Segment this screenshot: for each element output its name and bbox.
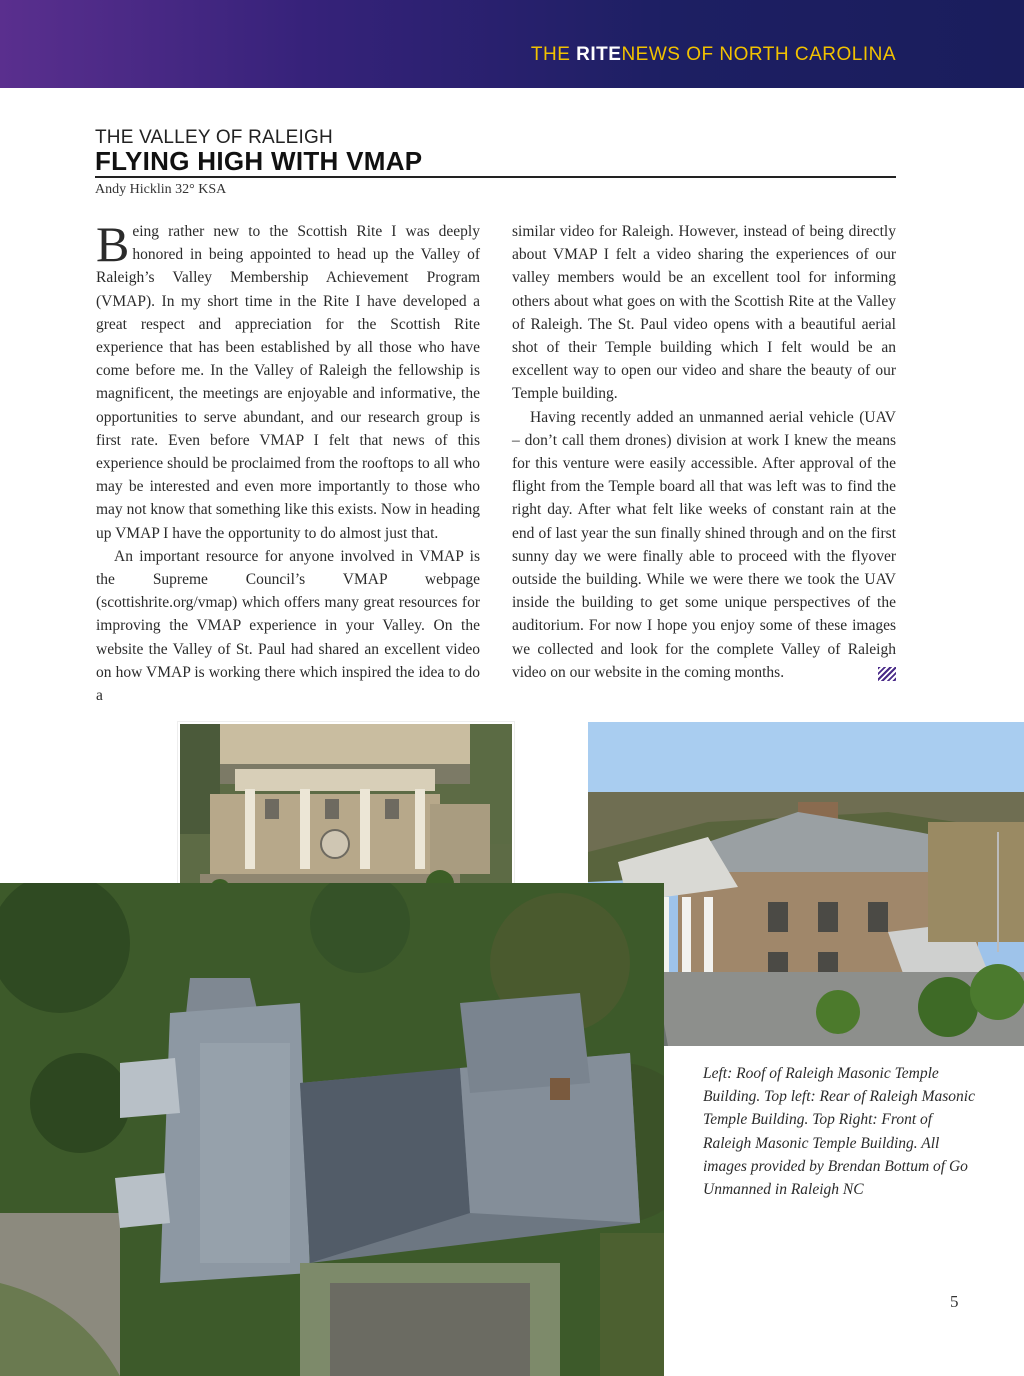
end-mark-icon <box>878 667 896 681</box>
masthead-rite: RITE <box>576 44 622 65</box>
paragraph-1 <box>96 216 480 545</box>
paragraph-4-text: Having recently added an unmanned aerial vehicle (UAV – don’t call them drones) division at work I knew the means for this venture were easily accessible. After approval of the flight from the Temple board all that was left was to find the right day. After what felt like weeks of constant rain at the end of last year the sun finally shined through and on the first sunny day we were finally able to proceed with the flyover outside the building. While we were there we took the UAV inside the building to get some unique perspectives of the auditorium. For now I hope you enjoy some of these images we collected and look for the complete Valley of Raleigh video on our website in the coming months. <box>512 408 896 681</box>
photo-caption: Left: Roof of Raleigh Masonic Temple Building. Top left: Rear of Raleigh Masonic Temple Building. Top Right: Front of Raleigh Masonic Temple Building. All images provided by Brendan Bottum of Go Unmanned in Raleigh NC <box>703 1065 975 1199</box>
headline-rule <box>95 176 896 178</box>
paragraph-2: An important resource for anyone involved in VMAP is the Supreme Council’s VMAP webpage (scottishrite.org/vmap) which offers many great resources for improving the VMAP experience in your Valley. On the website the Valley of St. Paul had shared an excellent video on how VMAP is working there which inspired the idea to do a <box>96 547 480 705</box>
photo-temple-roof <box>0 883 664 1376</box>
text-column-left <box>96 216 480 707</box>
drop-cap: B <box>96 216 130 272</box>
article-byline: Andy Hicklin 32° KSA <box>95 182 227 197</box>
article-kicker: THE VALLEY OF RALEIGH <box>95 127 333 148</box>
page-number: 5 <box>950 1292 959 1311</box>
text-column-right <box>512 220 896 684</box>
article-headline: FLYING HIGH WITH VMAP <box>95 146 423 176</box>
masthead-suffix: NEWS OF NORTH CAROLINA <box>621 44 896 65</box>
paragraph-1-text: eing rather new to the Scottish Rite I was deeply honored in being appointed to head up the Valley of Raleigh’s Valley Membership Achievement Program (VMAP). In my short time in the Rite I have developed a great respect and appreciation for the Scottish Rite experience that has been established by all those who have come before me. In the Valley of Raleigh the fellowship is magnificent, the meetings are enjoyable and informative, the opportunities to serve abundant, and our research group is first rate. Even before VMAP I felt that news of this experience should be proclaimed from the rooftops to all who may be interested and even more importantly to those who may not know that something like this exists. Now in heading up VMAP I have the opportunity to do almost just that. <box>96 223 480 542</box>
paragraph-4 <box>512 406 896 684</box>
masthead-title <box>531 44 896 66</box>
paragraph-3: similar video for Raleigh. However, instead of being directly about VMAP I felt a video sharing the experiences of our valley members would be an excellent tool for informing others about what goes on with the Scottish Rite at the Valley of Raleigh. The St. Paul video opens with a beautiful aerial shot of their Temple building which I felt would be an excellent way to open our video and share the beauty of our Temple building. <box>512 223 896 403</box>
masthead-prefix: THE <box>530 44 577 65</box>
